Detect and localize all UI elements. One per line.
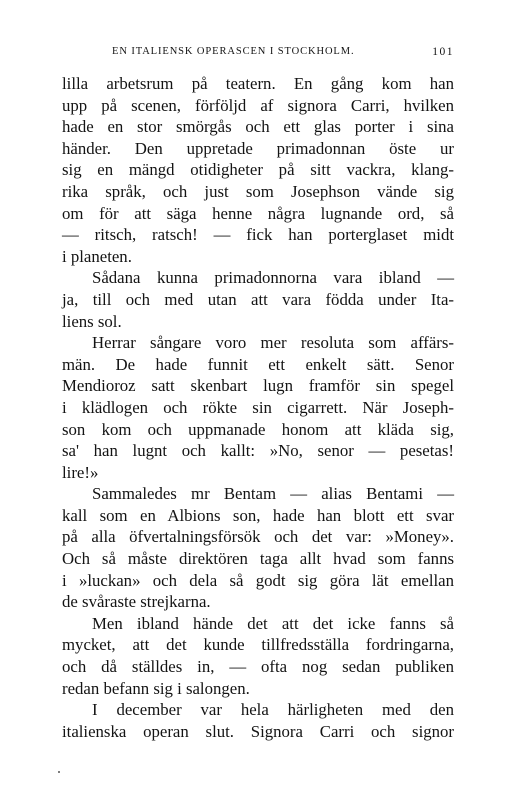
text-line: — ritsch, ratsch! — fick han porterglaset midt bbox=[62, 225, 454, 245]
text-line: upp på scenen, förföljd af signora Carri, hvilken bbox=[62, 95, 454, 115]
text-line: liens sol. bbox=[62, 311, 122, 331]
text-line: om för att säga henne några lugnande ord, så bbox=[62, 203, 454, 223]
text-line: Herrar sångare voro mer resoluta som affärs- bbox=[92, 333, 454, 353]
text-line: ja, till och med utan att vara födda under Ita- bbox=[62, 289, 454, 309]
text-line: son kom och uppmanade honom att kläda sig, bbox=[62, 419, 454, 439]
text-line: de svåraste strejkarna. bbox=[62, 592, 211, 612]
text-line: lilla arbetsrum på teatern. En gång kom han bbox=[62, 74, 454, 93]
running-head bbox=[62, 46, 454, 62]
text-line: Sådana kunna primadonnorna vara ibland — bbox=[92, 268, 454, 288]
text-line: redan befann sig i salongen. bbox=[62, 678, 250, 698]
paper-speck bbox=[58, 771, 60, 773]
text-line: och då ställdes in, — ofta nog sedan publiken bbox=[62, 657, 454, 677]
text-line: kall som en Albions son, hade han blott ett svar bbox=[62, 505, 454, 525]
text-line: hade en stor smörgås och ett glas porter i sina bbox=[62, 117, 454, 137]
text-line: Och så måste direktören taga allt hvad som fanns bbox=[62, 549, 454, 569]
text-line: Sammaledes mr Bentam — alias Bentami — bbox=[92, 484, 454, 504]
text-line: Men ibland hände det att det icke fanns så bbox=[92, 613, 454, 633]
text-line: sa' han lugnt och kallt: »No, senor — pesetas! bbox=[62, 441, 454, 461]
text-line: rika språk, och just som Josephson vände sig bbox=[62, 181, 454, 201]
text-line: sig en mängd otidigheter på sitt vackra, klang- bbox=[62, 160, 454, 180]
text-line: Mendioroz satt skenbart lugn framför sin spegel bbox=[62, 376, 454, 396]
text-line: händer. Den uppretade primadonnan öste ur bbox=[62, 138, 454, 158]
text-line: lire!» bbox=[62, 462, 99, 482]
text-line: italienska operan slut. Signora Carri och signor bbox=[62, 721, 454, 741]
text-line: män. De hade funnit ett enkelt sätt. Senor bbox=[62, 354, 454, 374]
text-line: i klädlogen och rökte sin cigarrett. När Joseph- bbox=[62, 397, 454, 417]
page-number: 101 bbox=[432, 46, 454, 58]
body-text bbox=[62, 73, 454, 742]
text-line: i planeten. bbox=[62, 246, 132, 266]
text-line: på alla öfvertalningsförsök och det var: »Money». bbox=[62, 527, 454, 547]
running-head-title: EN ITALIENSK OPERASCEN I STOCKHOLM. bbox=[112, 46, 355, 57]
text-line: I december var hela härligheten med den bbox=[92, 700, 454, 720]
text-line: i »luckan» och dela så godt sig göra lät emellan bbox=[62, 570, 454, 590]
text-line: mycket, att det kunde tillfredsställa fordringarna, bbox=[62, 635, 454, 655]
